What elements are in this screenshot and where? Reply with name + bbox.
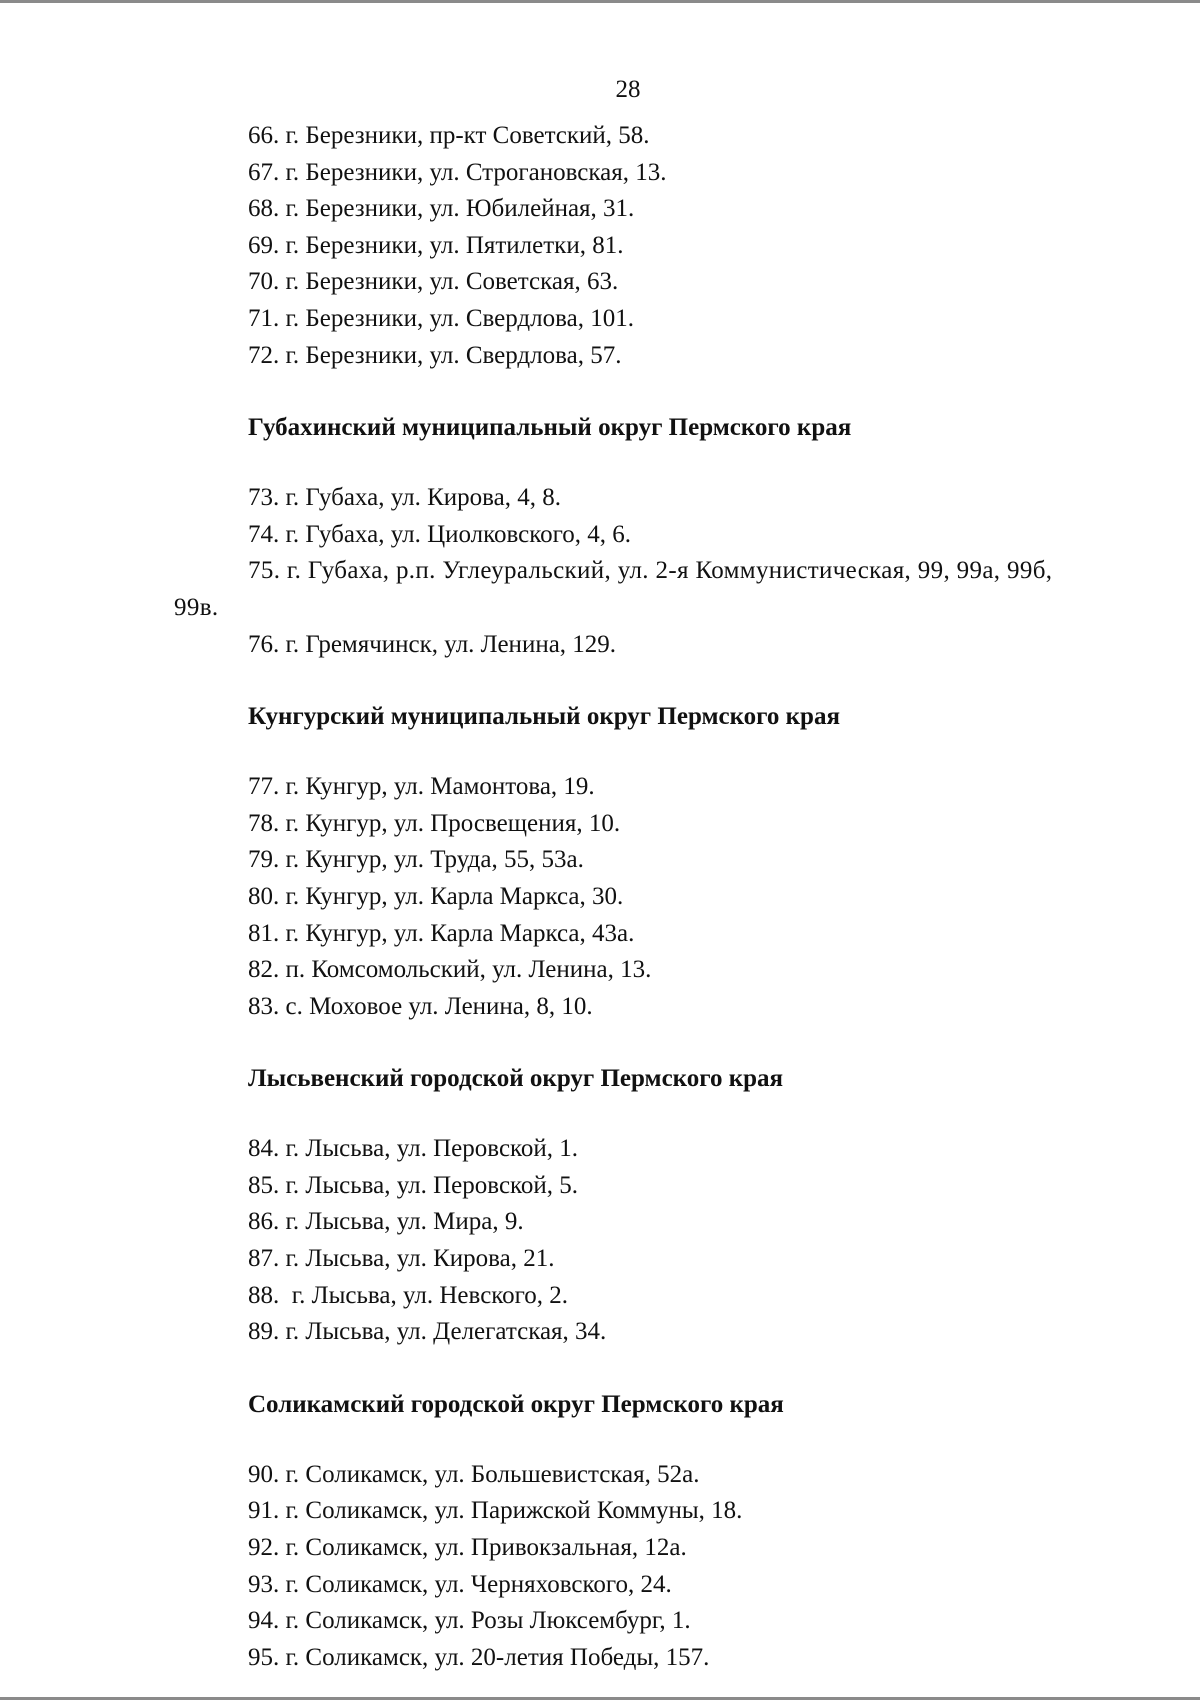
spacer: [174, 374, 1098, 410]
list-item: 93. г. Соликамск, ул. Черняховского, 24.: [248, 1570, 672, 1598]
group-berezniki: [174, 118, 1098, 374]
spacer: [174, 1423, 1098, 1457]
list-item: 84. г. Лысьва, ул. Перовской, 1.: [248, 1135, 579, 1163]
list-item: 75. г. Губаха, р.п. Углеуральский, ул. 2-я Коммунистическая, 99, 99а, 99б, 99в.: [174, 557, 1053, 621]
spacer: [174, 1351, 1098, 1387]
list-item: 66. г. Березники, пр-кт Советский, 58.: [248, 122, 650, 149]
list-item: 79. г. Кунгур, ул. Труда, 55, 53а.: [248, 846, 584, 874]
list-item: 92. г. Соликамск, ул. Привокзальная, 12а.: [248, 1534, 687, 1562]
list-item: 94. г. Соликамск, ул. Розы Люксембург, 1.: [248, 1607, 691, 1635]
group-solikamsk: [174, 1387, 1098, 1677]
section-heading: Соликамский городской округ Пермского края: [248, 1390, 784, 1418]
list-item: 91. г. Соликамск, ул. Парижской Коммуны, 18.: [248, 1497, 743, 1525]
list-item: 87. г. Лысьва, ул. Кирова, 21.: [248, 1245, 555, 1273]
list-item: 90. г. Соликамск, ул. Большевистская, 52а.: [248, 1460, 700, 1488]
scan-edge-top: [0, 0, 1200, 3]
spacer: [174, 663, 1098, 699]
address-list: [174, 118, 1098, 1676]
list-item: 70. г. Березники, ул. Советская, 63.: [248, 268, 619, 296]
section-heading: Кунгурский муниципальный округ Пермского края: [248, 703, 840, 731]
section-heading: Лысьвенский городской округ Пермского края: [248, 1065, 784, 1093]
list-item: 85. г. Лысьва, ул. Перовской, 5.: [248, 1171, 579, 1199]
list-item: 88. г. Лысьва, ул. Невского, 2.: [248, 1281, 569, 1309]
list-item: 71. г. Березники, ул. Свердлова, 101.: [248, 304, 634, 332]
list-item: 86. г. Лысьва, ул. Мира, 9.: [248, 1208, 524, 1236]
list-item: 77. г. Кунгур, ул. Мамонтова, 19.: [248, 773, 595, 801]
list-item: 81. г. Кунгур, ул. Карла Маркса, 43а.: [248, 919, 635, 947]
list-item: 73. г. Губаха, ул. Кирова, 4, 8.: [248, 484, 561, 512]
list-item: 68. г. Березники, ул. Юбилейная, 31.: [248, 195, 635, 223]
group-gubakha: [174, 410, 1098, 663]
section-heading: Губахинский муниципальный округ Пермского края: [248, 414, 852, 442]
spacer: [174, 1097, 1098, 1131]
list-item: 95. г. Соликамск, ул. 20-летия Победы, 157.: [248, 1643, 710, 1671]
group-kungur: [174, 699, 1098, 1025]
list-item: 74. г. Губаха, ул. Циолковского, 4, 6.: [248, 520, 632, 548]
list-item: 80. г. Кунгур, ул. Карла Маркса, 30.: [248, 882, 624, 910]
list-item: 89. г. Лысьва, ул. Делегатская, 34.: [248, 1318, 607, 1346]
list-item: 82. п. Комсомольский, ул. Ленина, 13.: [248, 956, 652, 984]
list-item: 72. г. Березники, ул. Свердлова, 57.: [248, 341, 622, 369]
list-item: 69. г. Березники, ул. Пятилетки, 81.: [248, 231, 624, 259]
spacer: [174, 1025, 1098, 1061]
list-item: 78. г. Кунгур, ул. Просвещения, 10.: [248, 809, 621, 837]
spacer: [174, 446, 1098, 480]
spacer: [174, 735, 1098, 769]
page-number: 28: [615, 76, 641, 103]
group-lysva: [174, 1061, 1098, 1351]
list-item: 76. г. Гремячинск, ул. Ленина, 129.: [248, 630, 617, 658]
list-item: 83. с. Моховое ул. Ленина, 8, 10.: [248, 992, 593, 1020]
list-item: 67. г. Березники, ул. Строгановская, 13.: [248, 158, 667, 186]
